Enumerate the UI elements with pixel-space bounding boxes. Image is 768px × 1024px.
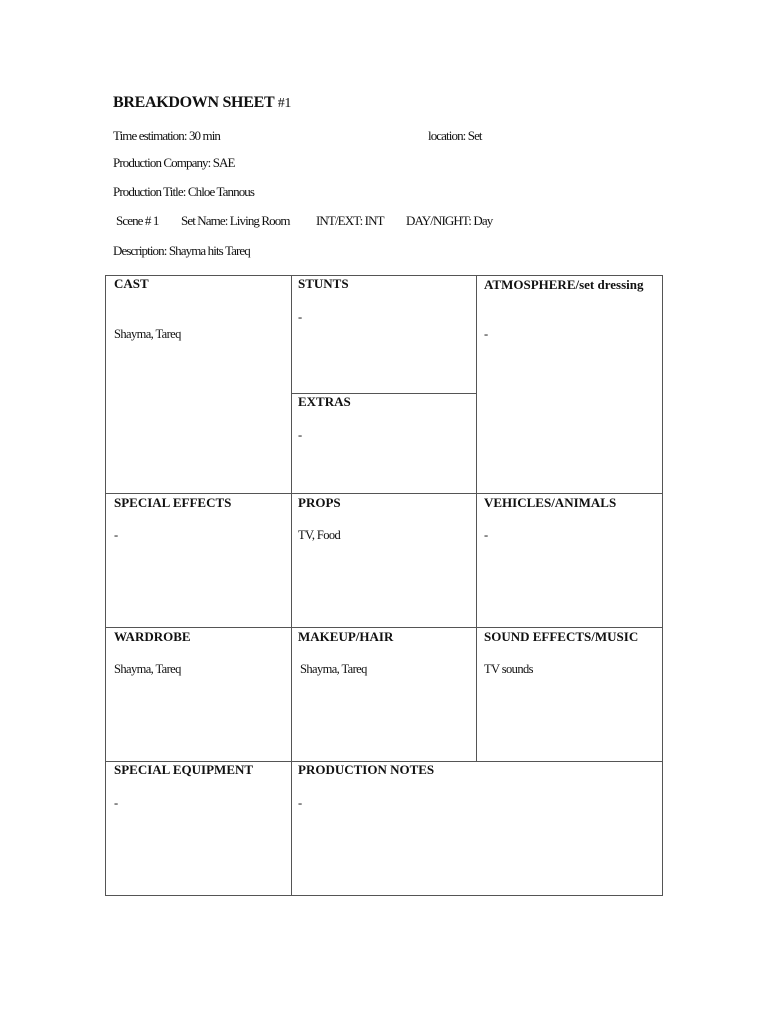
production-title: Production Title: Chloe Tannous — [113, 184, 255, 199]
special-effects-label: SPECIAL EFFECTS — [114, 495, 232, 510]
props-value: TV, Food — [298, 528, 341, 542]
description: Description: Shayma hits Tareq — [113, 243, 250, 258]
special-equipment-value: - — [114, 796, 118, 810]
production-notes-value: - — [298, 796, 302, 810]
extras-value: - — [298, 428, 302, 442]
atmosphere-value: - — [484, 327, 488, 341]
grid-divider — [291, 276, 292, 896]
makeup-value: Shayma, Tareq — [300, 662, 367, 676]
sheet-number: #1 — [277, 96, 292, 111]
production-company: Production Company: SAE — [113, 155, 235, 170]
time-estimation: Time estimation: 30 min — [113, 128, 221, 143]
day-night: DAY/NIGHT: Day — [406, 213, 493, 228]
vehicles-label: VEHICLES/ANIMALS — [484, 495, 617, 510]
cast-label: CAST — [114, 276, 149, 291]
props-label: PROPS — [298, 495, 341, 510]
scene-number: Scene # 1 — [116, 213, 159, 228]
extras-label: EXTRAS — [298, 394, 351, 409]
grid-divider — [476, 276, 477, 762]
sound-label: SOUND EFFECTS/MUSIC — [484, 629, 639, 644]
int-ext: INT/EXT: INT — [316, 213, 384, 228]
title-text: BREAKDOWN SHEET — [113, 94, 275, 111]
stunts-value: - — [298, 310, 302, 324]
breakdown-grid — [105, 275, 663, 896]
atmosphere-label: ATMOSPHERE/set dressing — [484, 277, 644, 292]
cast-value: Shayma, Tareq — [114, 327, 181, 341]
makeup-label: MAKEUP/HAIR — [298, 629, 394, 644]
grid-divider — [106, 493, 663, 494]
wardrobe-label: WARDROBE — [114, 629, 191, 644]
grid-divider — [106, 627, 663, 628]
sound-value: TV sounds — [484, 662, 533, 676]
production-notes-label: PRODUCTION NOTES — [298, 762, 435, 777]
location: location: Set — [428, 128, 482, 143]
page-title — [113, 94, 291, 112]
special-equipment-label: SPECIAL EQUIPMENT — [114, 762, 254, 777]
vehicles-value: - — [484, 528, 488, 542]
special-effects-value: - — [114, 528, 118, 542]
set-name: Set Name: Living Room — [181, 213, 290, 228]
wardrobe-value: Shayma, Tareq — [114, 662, 181, 676]
stunts-label: STUNTS — [298, 276, 349, 291]
